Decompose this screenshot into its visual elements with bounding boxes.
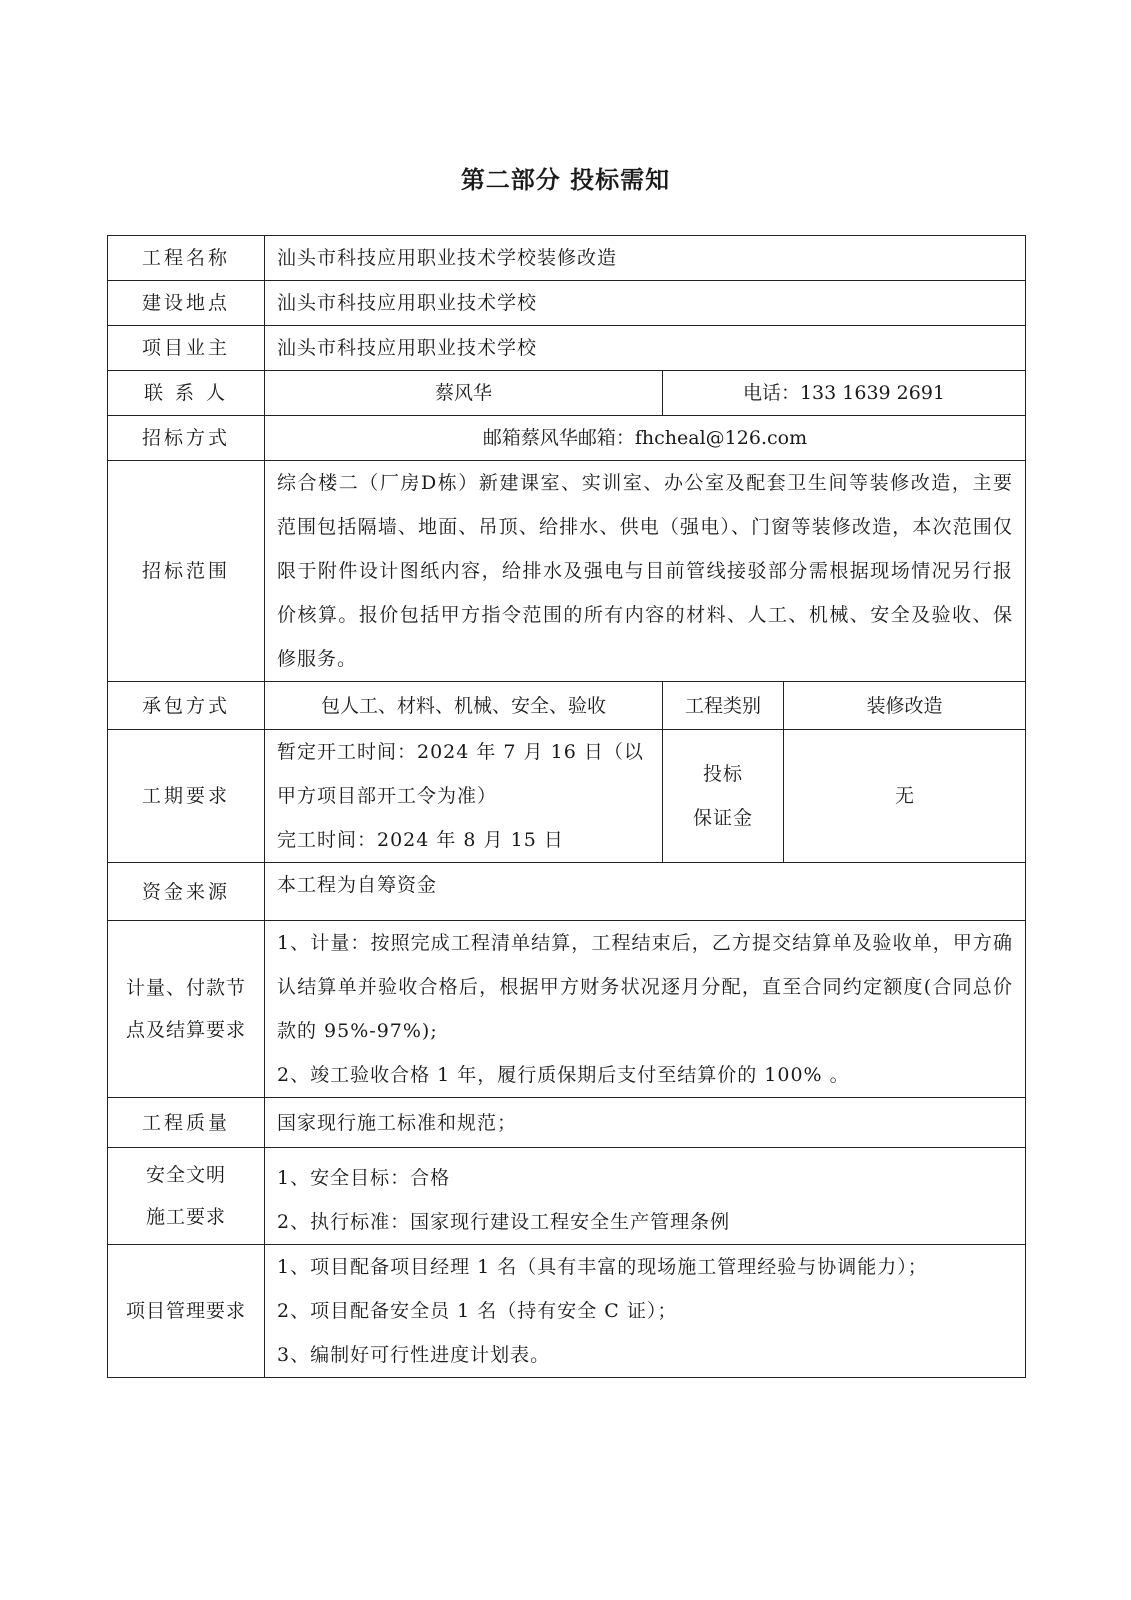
label-safety	[108, 1148, 265, 1245]
row-payment	[108, 921, 1026, 1098]
payment-label-line-1: 计量、付款节	[125, 977, 246, 999]
management-item-1: 1、项目配备项目经理 1 名（具有丰富的现场施工管理经验与协调能力）；	[277, 1256, 928, 1278]
value-bid-method: 邮箱蔡风华邮箱：fhcheal@126.com	[265, 416, 1026, 461]
value-safety	[265, 1148, 1026, 1245]
safety-item-2: 2、执行标准：国家现行建设工程安全生产管理条例	[277, 1211, 731, 1233]
row-quality	[108, 1098, 1026, 1148]
value-payment	[265, 921, 1026, 1098]
label-payment	[108, 921, 265, 1098]
value-funding: 本工程为自筹资金	[265, 863, 1026, 921]
value-bid-deposit: 无	[784, 730, 1026, 863]
safety-item-1: 1、安全目标：合格	[277, 1167, 451, 1189]
row-contract-method	[108, 682, 1026, 730]
label-project-name: 工程名称	[108, 236, 265, 281]
deposit-label-line-2: 保证金	[692, 807, 753, 829]
row-bid-method	[108, 416, 1026, 461]
row-location	[108, 281, 1026, 326]
label-schedule: 工期要求	[108, 730, 265, 863]
value-contact-phone: 电话：133 1639 2691	[663, 371, 1026, 416]
row-funding	[108, 863, 1026, 921]
row-schedule	[108, 730, 1026, 863]
row-bid-scope	[108, 461, 1026, 682]
value-schedule	[265, 730, 663, 863]
label-project-category: 工程类别	[663, 682, 784, 730]
management-item-3: 3、编制好可行性进度计划表。	[277, 1344, 551, 1366]
value-project-name: 汕头市科技应用职业技术学校装修改造	[265, 236, 1026, 281]
value-project-category: 装修改造	[784, 682, 1026, 730]
label-owner: 项目业主	[108, 326, 265, 371]
label-management: 项目管理要求	[108, 1245, 265, 1378]
row-safety	[108, 1148, 1026, 1245]
label-bid-deposit	[663, 730, 784, 863]
value-quality: 国家现行施工标准和规范；	[265, 1098, 1026, 1148]
schedule-start-line-2: 甲方项目部开工令为准）	[277, 785, 498, 807]
row-contact	[108, 371, 1026, 416]
management-item-2: 2、项目配备安全员 1 名（持有安全 C 证）；	[277, 1300, 678, 1322]
label-bid-method: 招标方式	[108, 416, 265, 461]
schedule-finish: 完工时间：2024 年 8 月 15 日	[277, 829, 564, 851]
value-bid-scope: 综合楼二（厂房D栋）新建课室、实训室、办公室及配套卫生间等装修改造，主要范围包括隔墙、地面、吊顶、给排水、供电（强电）、门窗等装修改造，本次范围仅限于附件设计图纸内容，给排水及强电与目前管线接驳部分需根据现场情况另行报价核算。报价包括甲方指令范围的所有内容的材料、人工、机械、安全及验收、保修服务。	[265, 461, 1026, 682]
schedule-start-line-1: 暂定开工时间：2024 年 7 月 16 日（以	[277, 741, 644, 763]
deposit-label-line-1: 投标	[702, 763, 743, 785]
label-contract-method: 承包方式	[108, 682, 265, 730]
payment-item-1: 1、计量：按照完成工程清单结算，工程结束后，乙方提交结算单及验收单，甲方确认结算单并验收合格后，根据甲方财务状况逐月分配，直至合同约定额度(合同总价款的 95%-97%);	[277, 932, 1013, 1042]
value-owner: 汕头市科技应用职业技术学校	[265, 326, 1026, 371]
bid-info-table	[107, 235, 1026, 1378]
label-location: 建设地点	[108, 281, 265, 326]
payment-item-2: 2、竣工验收合格 1 年，履行质保期后支付至结算价的 100% 。	[277, 1064, 850, 1086]
label-contact: 联 系 人	[108, 371, 265, 416]
safety-label-line-2: 施工要求	[145, 1206, 226, 1228]
row-project-name	[108, 236, 1026, 281]
value-management	[265, 1245, 1026, 1378]
safety-label-line-1: 安全文明	[145, 1164, 226, 1186]
label-bid-scope: 招标范围	[108, 461, 265, 682]
row-management	[108, 1245, 1026, 1378]
value-location: 汕头市科技应用职业技术学校	[265, 281, 1026, 326]
label-funding: 资金来源	[108, 863, 265, 921]
value-contact-name: 蔡风华	[265, 371, 663, 416]
payment-label-line-2: 点及结算要求	[125, 1019, 246, 1041]
label-quality: 工程质量	[108, 1098, 265, 1148]
value-contract-method: 包人工、材料、机械、安全、验收	[265, 682, 663, 730]
page-title: 第二部分 投标需知	[460, 165, 671, 194]
row-owner	[108, 326, 1026, 371]
